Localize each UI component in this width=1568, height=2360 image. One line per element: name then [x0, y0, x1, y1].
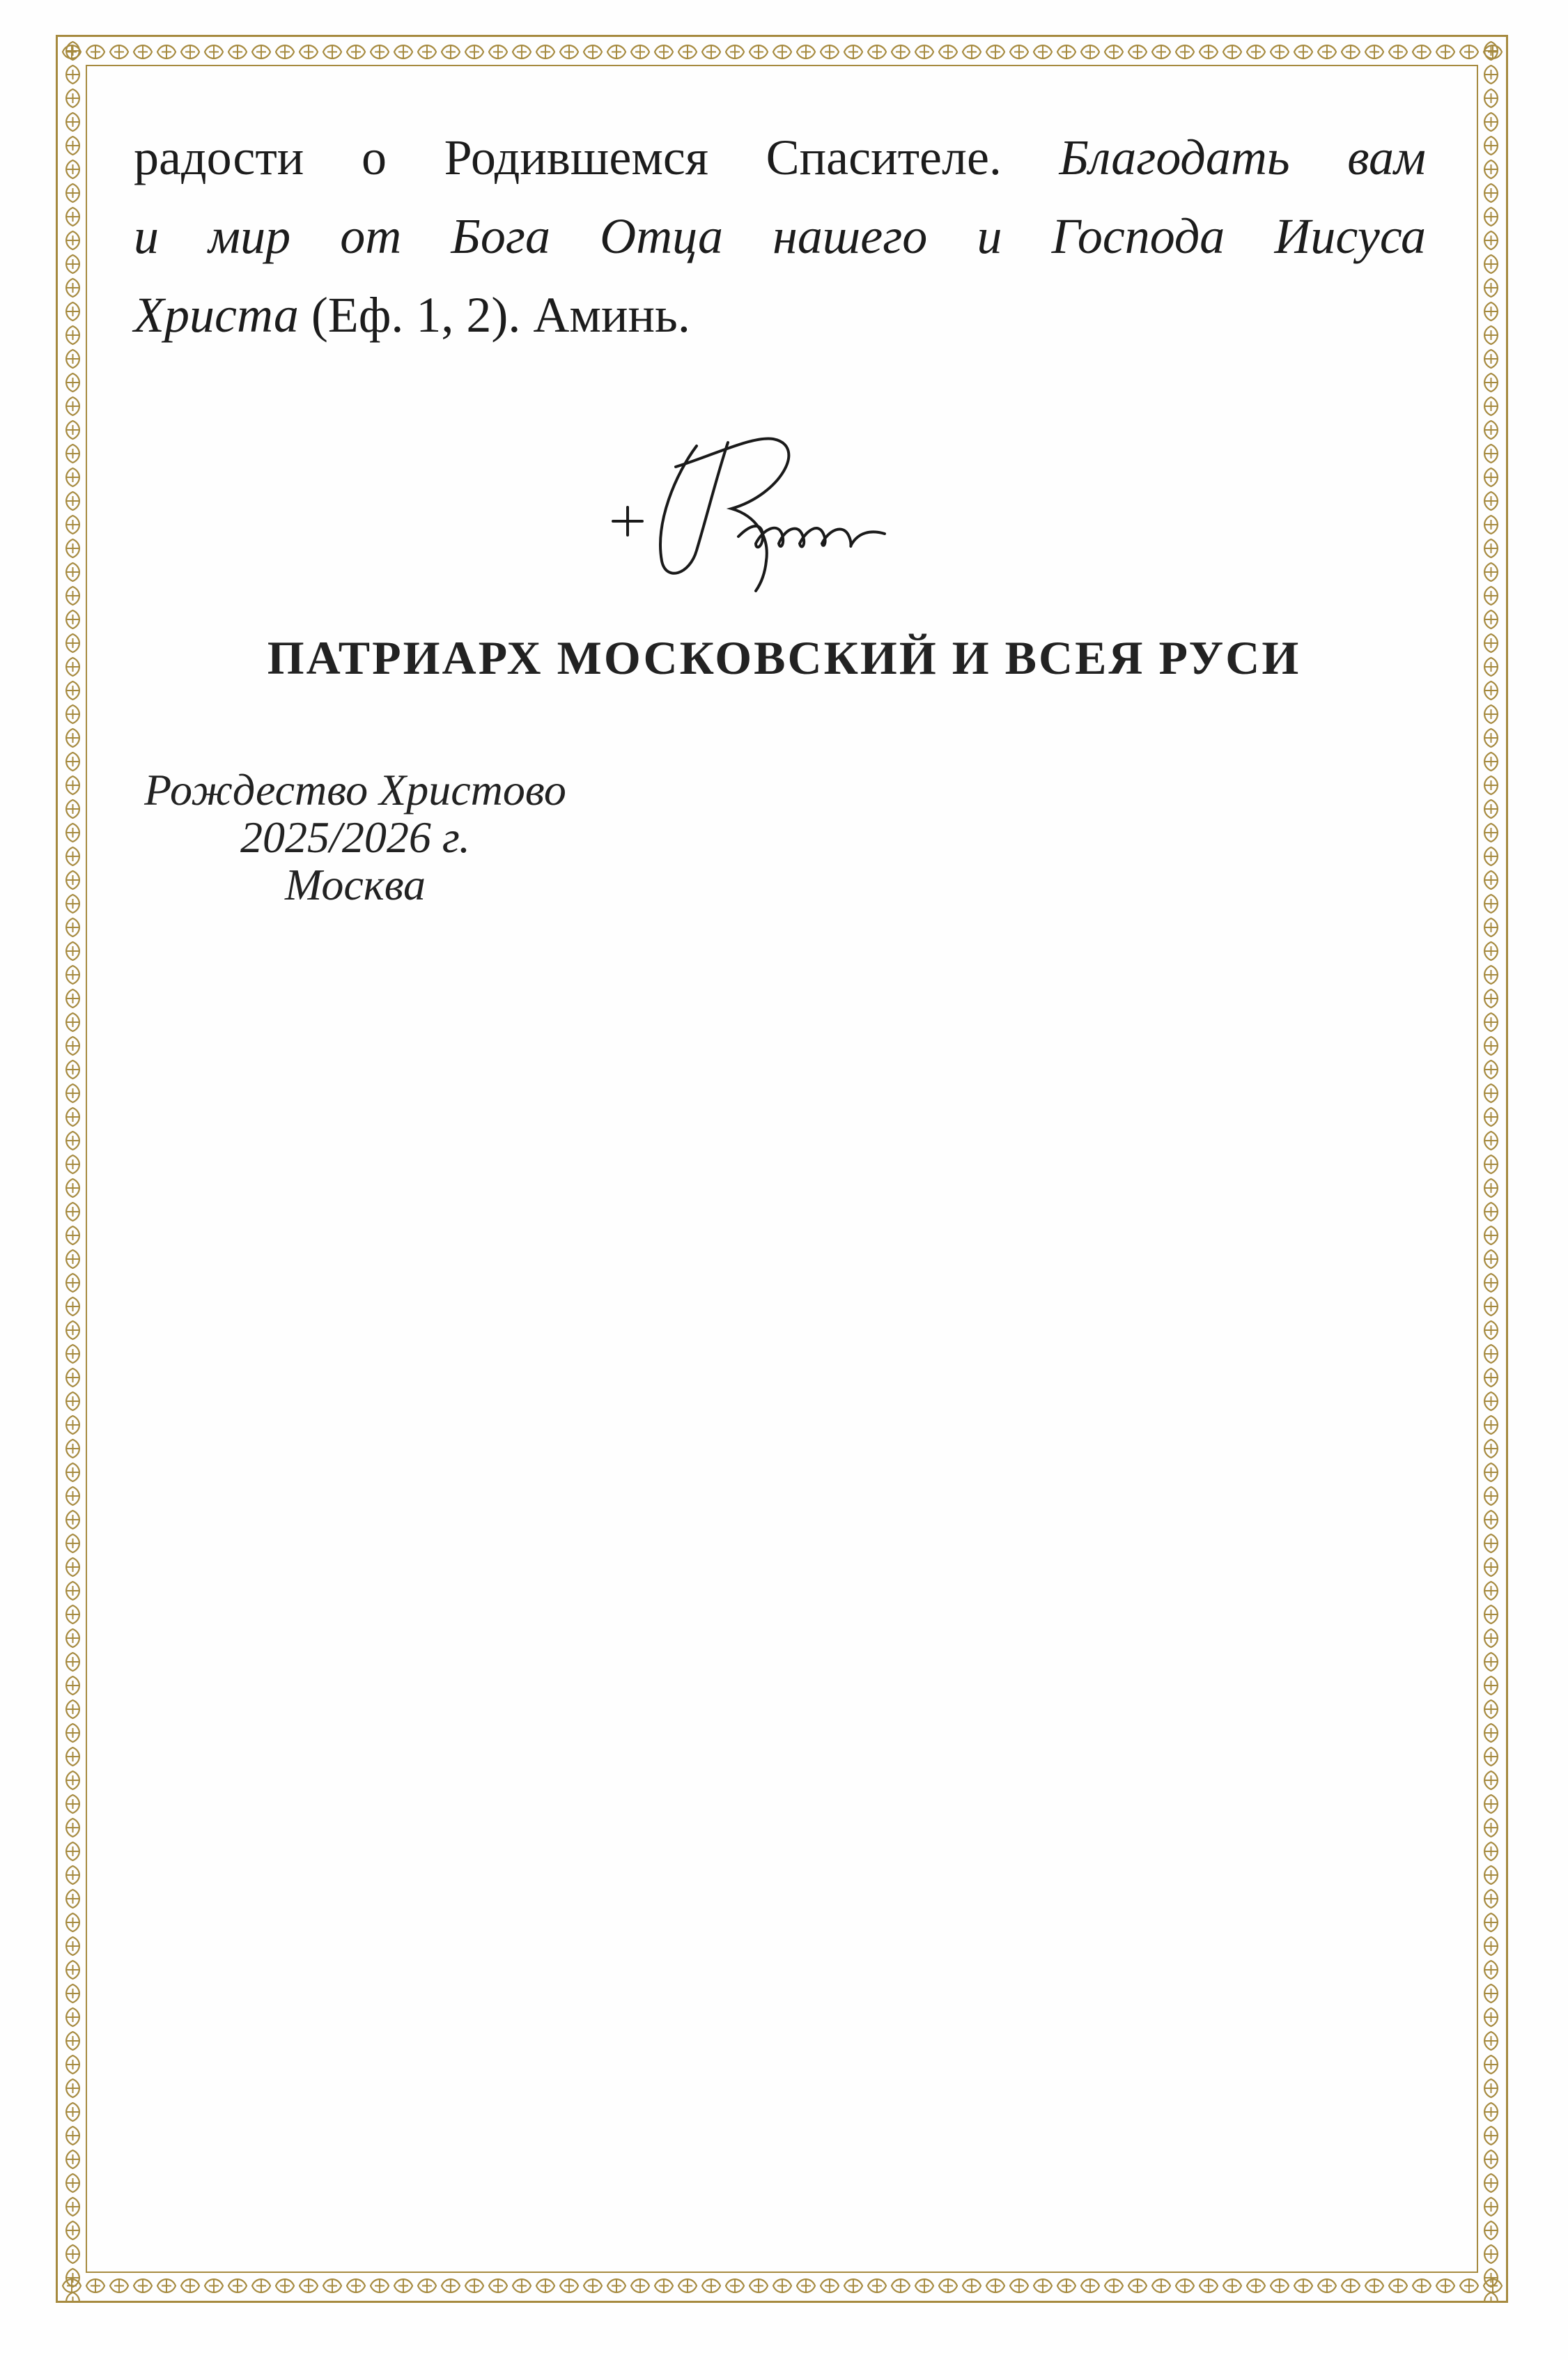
- inner-border-line: [86, 65, 1478, 2273]
- ornament-band-bottom: [60, 2273, 1508, 2299]
- ornament-band-right: [1478, 39, 1504, 2303]
- scripture-reference: (Еф. 1, 2). Аминь.: [298, 287, 690, 343]
- text-line-1: [134, 118, 1426, 197]
- dateline-place: Москва: [284, 860, 426, 909]
- text-line-3: [134, 276, 1426, 355]
- word-italic: мир: [208, 208, 291, 264]
- ornament-band-left: [60, 39, 86, 2303]
- word: радости: [134, 130, 304, 185]
- word-italic: Отца: [600, 208, 724, 264]
- word-italic: Благодать: [1059, 130, 1290, 185]
- word-italic: Господа: [1051, 208, 1225, 264]
- word: о: [361, 130, 387, 185]
- word-italic: от: [340, 208, 402, 264]
- scripture-quote-end: Христа: [134, 287, 299, 343]
- word-italic: и: [134, 208, 159, 264]
- signatory-title: ПАТРИАРХ МОСКОВСКИЙ И ВСЕЯ РУСИ: [267, 631, 1301, 684]
- dateline: [132, 766, 578, 909]
- dateline-occasion: Рождество Христово: [144, 765, 566, 815]
- letter-closing-paragraph: [134, 118, 1426, 355]
- word: Спасителе.: [766, 130, 1002, 185]
- patriarch-signature: [606, 418, 899, 599]
- word-italic: Бога: [451, 208, 550, 264]
- word-italic: вам: [1347, 130, 1426, 185]
- word-italic: и: [977, 208, 1002, 264]
- word: Родившемся: [444, 130, 708, 185]
- word-italic: Иисуса: [1274, 208, 1426, 264]
- dateline-year: 2025/2026 г.: [240, 812, 470, 862]
- ornament-band-top: [60, 39, 1508, 65]
- word-italic: нашего: [773, 208, 928, 264]
- decorative-border: [56, 35, 1508, 2303]
- text-line-2: [134, 197, 1426, 276]
